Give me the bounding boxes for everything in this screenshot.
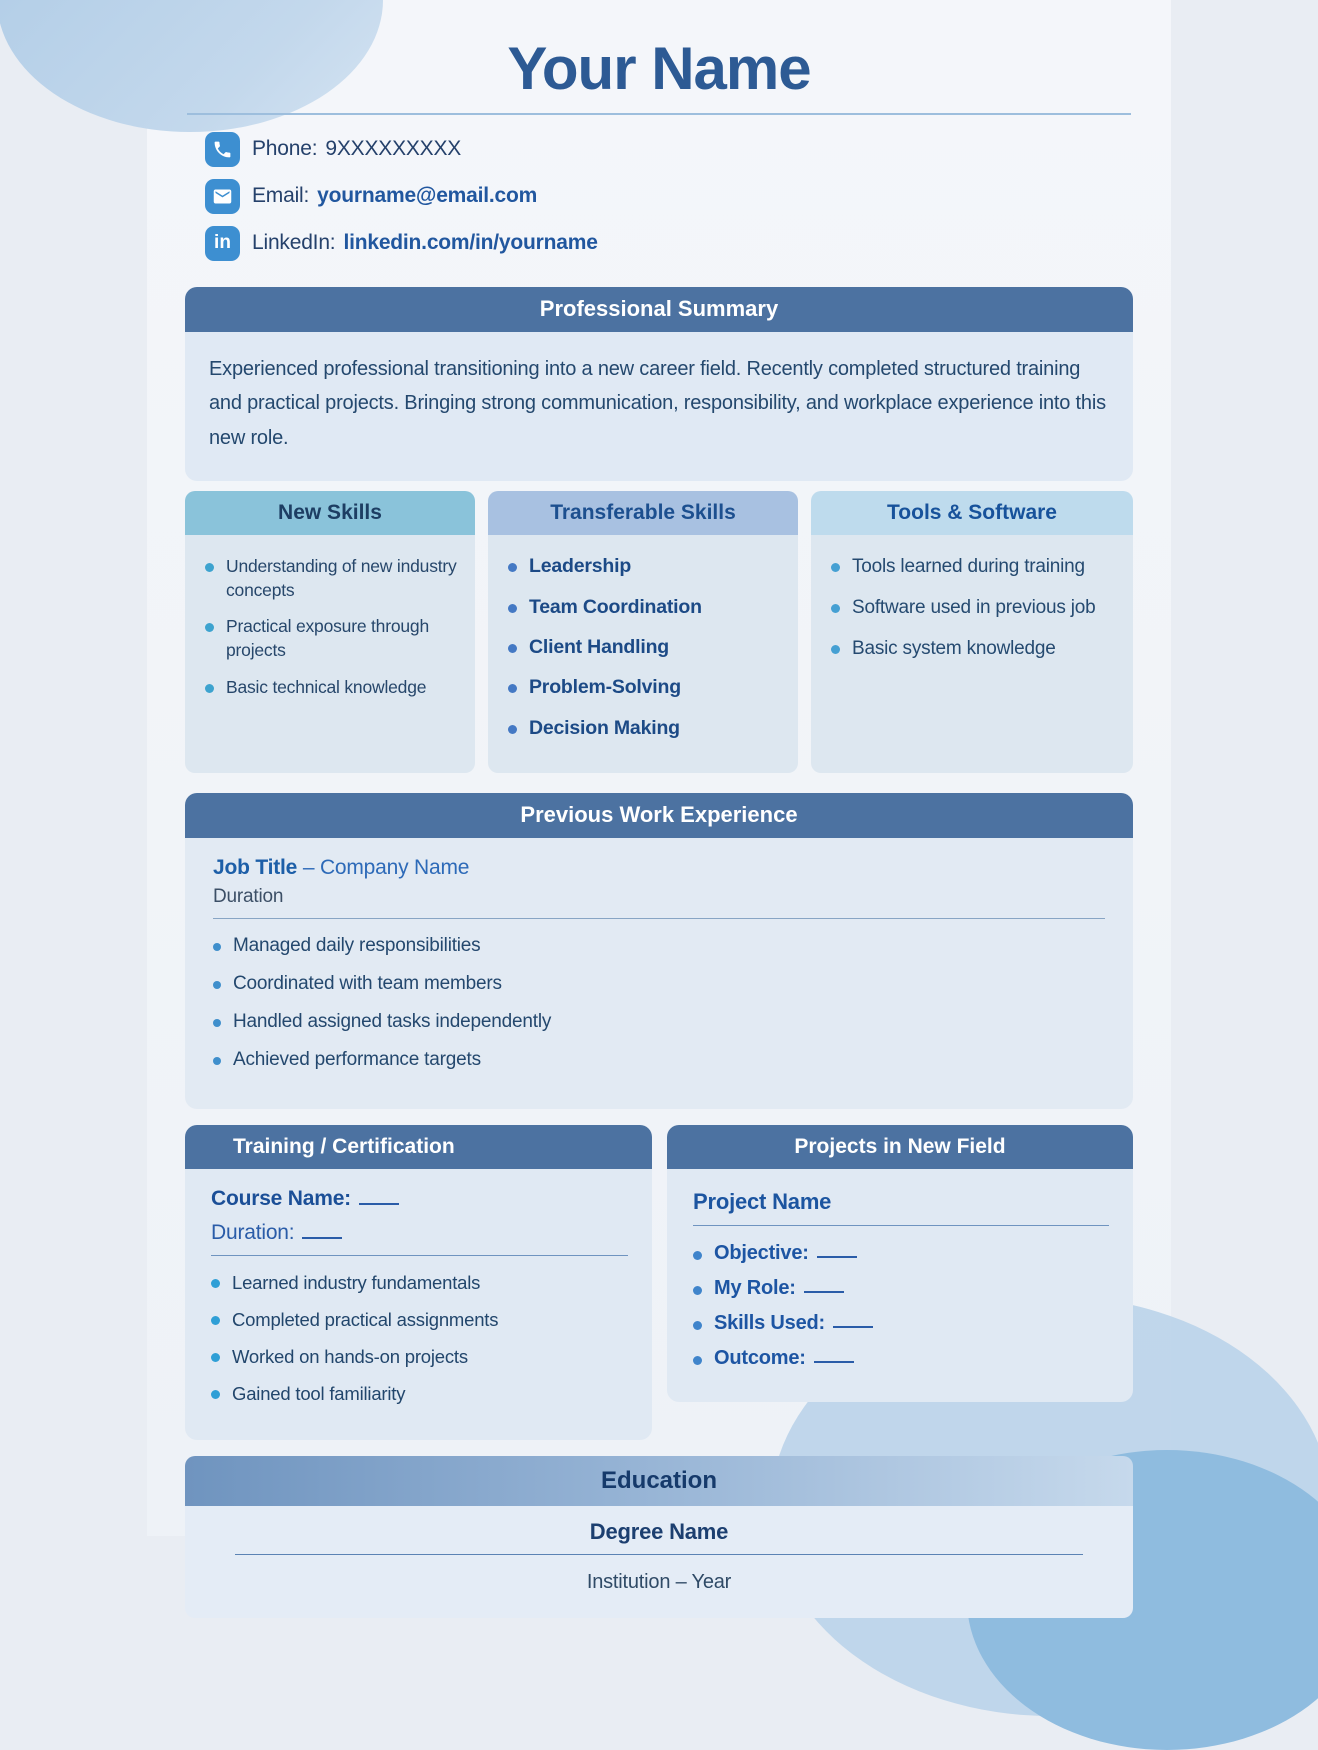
list-item <box>831 596 1119 621</box>
experience-item: Managed daily responsibilities <box>233 935 481 957</box>
skill-item: Leadership <box>529 555 632 578</box>
list-item <box>508 676 784 699</box>
bullet-dot <box>508 684 517 693</box>
bullet-dot <box>693 1286 702 1295</box>
training-item: Learned industry fundamentals <box>232 1272 481 1294</box>
duration-row <box>211 1221 628 1245</box>
list-item <box>213 1049 1105 1071</box>
training-body <box>185 1169 652 1440</box>
skill-item: Practical exposure through projects <box>226 616 429 661</box>
degree-name: Degree Name <box>589 1519 729 1545</box>
column-tools-software <box>811 491 1133 773</box>
bullet-dot <box>831 563 840 572</box>
course-name-blank <box>359 1189 399 1205</box>
job-separator: – <box>302 856 315 880</box>
skill-item: Client Handling <box>529 635 669 658</box>
bullet-dot <box>211 1390 220 1399</box>
bullet-dot <box>508 725 517 734</box>
list-item <box>508 596 784 619</box>
institution-year: Institution – Year <box>586 1571 732 1594</box>
email-label: Email: <box>252 184 310 207</box>
phone-value: 9XXXXXXXXX <box>325 137 462 160</box>
list-item <box>205 615 461 662</box>
project-field-label: Skills Used: <box>714 1312 825 1335</box>
phone-icon <box>205 132 240 167</box>
project-field-label: Outcome: <box>714 1347 806 1370</box>
job-title-line <box>213 856 1105 880</box>
bullet-dot <box>508 644 517 653</box>
email-icon <box>205 179 240 214</box>
bullet-dot <box>213 1019 221 1027</box>
list-item <box>693 1347 1109 1370</box>
linkedin-label: LinkedIn: <box>252 231 336 254</box>
project-field-blank <box>833 1312 873 1328</box>
job-title: Job Title <box>213 856 298 880</box>
skills-columns-row <box>185 491 1133 773</box>
section-training-certification <box>185 1125 652 1440</box>
list-item <box>213 973 1105 995</box>
resume-page <box>147 0 1171 1594</box>
linkedin-value[interactable]: linkedin.com/in/yourname <box>343 231 598 254</box>
list-item <box>508 717 784 740</box>
contact-row-phone <box>205 131 1133 167</box>
bullet-dot <box>205 623 214 632</box>
course-name-row <box>211 1187 628 1211</box>
duration-label: Duration: <box>211 1221 295 1245</box>
list-item <box>211 1272 628 1294</box>
bullet-dot <box>508 563 517 572</box>
tools-software-header: Tools & Software <box>811 491 1133 535</box>
bullet-dot <box>205 684 214 693</box>
list-item <box>831 555 1119 580</box>
duration-blank <box>302 1223 342 1239</box>
email-value[interactable]: yourname@email.com <box>317 184 538 207</box>
training-item: Worked on hands-on projects <box>232 1346 468 1368</box>
title-divider <box>187 113 1131 115</box>
list-item <box>211 1346 628 1368</box>
bullet-dot <box>205 563 214 572</box>
bullet-dot <box>213 1057 221 1065</box>
column-transferable-skills <box>488 491 798 773</box>
experience-item: Handled assigned tasks independently <box>233 1011 552 1033</box>
linkedin-icon <box>205 226 240 261</box>
skill-item: Problem-Solving <box>529 676 681 699</box>
phone-label: Phone: <box>252 137 318 160</box>
project-field-label: Objective: <box>714 1242 809 1265</box>
training-divider <box>211 1255 628 1256</box>
bullet-dot <box>693 1356 702 1365</box>
experience-item: Achieved performance targets <box>233 1049 481 1071</box>
section-professional-summary <box>185 287 1133 481</box>
page-title: Your Name <box>507 35 811 102</box>
professional-summary-header: Professional Summary <box>185 287 1133 332</box>
transferable-skills-header: Transferable Skills <box>488 491 798 535</box>
list-item <box>211 1309 628 1331</box>
professional-summary-text: Experienced professional transitioning into a new career field. Recently completed structured training and practical projects. Bringing strong communication, responsibility, and workplace experience into this new role. <box>185 332 1133 481</box>
skill-item: Decision Making <box>529 716 680 739</box>
contact-row-email <box>205 178 1133 214</box>
project-field-blank <box>804 1277 844 1293</box>
contact-row-linkedin <box>205 225 1133 261</box>
list-item <box>205 676 461 700</box>
training-header: Training / Certification <box>185 1125 652 1169</box>
section-education <box>185 1456 1133 1618</box>
job-duration: Duration <box>213 886 284 908</box>
column-new-skills <box>185 491 475 773</box>
skill-item: Tools learned during training <box>852 556 1085 578</box>
bullet-dot <box>213 943 221 951</box>
section-projects-new-field <box>667 1125 1133 1402</box>
bullet-dot <box>211 1353 220 1362</box>
list-item <box>831 637 1119 662</box>
skill-item: Team Coordination <box>529 595 702 618</box>
linkedin-icon-glyph: in <box>214 232 231 253</box>
list-item <box>508 636 784 659</box>
list-item <box>693 1277 1109 1300</box>
list-item <box>213 935 1105 957</box>
bullet-dot <box>831 645 840 654</box>
work-experience-header: Previous Work Experience <box>185 793 1133 838</box>
bullet-dot <box>693 1251 702 1260</box>
training-projects-row <box>185 1125 1133 1440</box>
project-field-blank <box>817 1242 857 1258</box>
skill-item: Understanding of new industry concepts <box>226 556 457 600</box>
project-field-blank <box>814 1347 854 1363</box>
education-divider <box>235 1554 1083 1555</box>
project-name: Project Name <box>693 1189 832 1215</box>
bullet-dot <box>831 604 840 613</box>
skill-item: Basic system knowledge <box>852 637 1056 659</box>
contact-block <box>205 131 1133 261</box>
tools-software-body <box>811 535 1133 773</box>
list-item <box>693 1312 1109 1335</box>
bullet-dot <box>693 1321 702 1330</box>
list-item <box>693 1242 1109 1265</box>
bullet-dot <box>211 1279 220 1288</box>
new-skills-body <box>185 535 475 773</box>
training-item: Gained tool familiarity <box>232 1383 406 1405</box>
work-divider <box>213 918 1105 919</box>
projects-body <box>667 1169 1133 1402</box>
list-item <box>205 555 461 602</box>
list-item <box>508 555 784 578</box>
transferable-skills-body <box>488 535 798 773</box>
new-skills-header: New Skills <box>185 491 475 535</box>
bullet-dot <box>213 981 221 989</box>
section-previous-work-experience <box>185 793 1133 1109</box>
education-body <box>185 1506 1133 1618</box>
project-field-label: My Role: <box>714 1277 796 1300</box>
skill-item: Basic technical knowledge <box>226 676 427 697</box>
list-item <box>211 1383 628 1405</box>
projects-header: Projects in New Field <box>667 1125 1133 1169</box>
bullet-dot <box>211 1316 220 1325</box>
skill-item: Software used in previous job <box>852 596 1096 618</box>
work-experience-body <box>185 838 1133 1109</box>
bullet-dot <box>508 604 517 613</box>
education-header: Education <box>185 1456 1133 1506</box>
training-item: Completed practical assignments <box>232 1309 499 1331</box>
projects-divider <box>693 1225 1109 1226</box>
course-name-label: Course Name: <box>211 1187 351 1211</box>
experience-item: Coordinated with team members <box>233 973 502 995</box>
list-item <box>213 1011 1105 1033</box>
company-name: Company Name <box>319 856 470 880</box>
